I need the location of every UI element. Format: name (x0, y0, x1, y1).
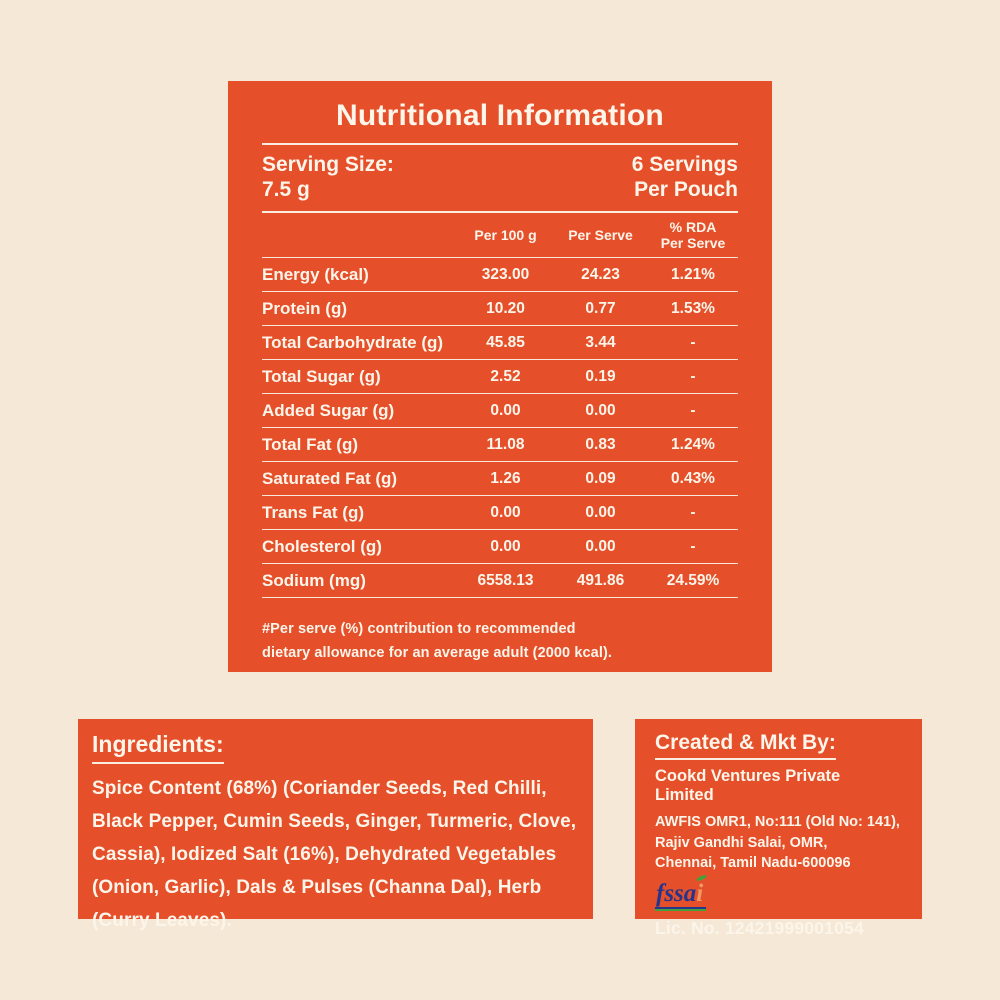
rda-footnote (262, 618, 738, 666)
marketer-title: Created & Mkt By: (655, 731, 836, 760)
servings-count: 6 Servings (631, 153, 738, 176)
company-address (655, 812, 902, 874)
nutrition-row-sodium: Sodium (mg) 6558.13 491.86 24.59% (262, 564, 738, 598)
nutrition-row-total-sugar: Total Sugar (g) 2.52 0.19 - (262, 360, 738, 394)
nutrition-row-total-fat: Total Fat (g) 11.08 0.83 1.24% (262, 428, 738, 462)
serving-size-label: Serving Size: (262, 153, 394, 176)
fssai-logo-i: i (696, 881, 703, 906)
nutrition-row-protein: Protein (g) 10.20 0.77 1.53% (262, 292, 738, 326)
column-header-rda-line2: Per Serve (660, 235, 726, 252)
nutrition-row-saturated-fat: Saturated Fat (g) 1.26 0.09 0.43% (262, 462, 738, 496)
fssai-logo (655, 881, 706, 909)
rda-footnote-line2: dietary allowance for an average adult (2000 kcal). (262, 645, 613, 662)
column-header-rda-line1: % RDA (669, 219, 717, 236)
ingredients-list: Spice Content (68%) (Coriander Seeds, Red Chilli, Black Pepper, Cumin Seeds, Ginger, Turmeric, Clove, Cassia), Iodized Salt (16%), Dehydrated Vegetables (Onion, Garlic), Dals & Pulses (Channa Dal), Herb (Curry Leaves). (92, 778, 577, 931)
serving-info-row (262, 145, 738, 211)
column-header-per-serve: Per Serve (568, 227, 633, 244)
nutrition-row-total-carbohydrate: Total Carbohydrate (g) 45.85 3.44 - (262, 326, 738, 360)
nutrition-row-trans-fat: Trans Fat (g) 0.00 0.00 - (262, 496, 738, 530)
company-address-line1: AWFIS OMR1, No:111 (Old No: 141), (655, 814, 900, 831)
ingredients-title: Ingredients: (92, 732, 224, 764)
column-header-rda (648, 219, 738, 251)
serving-size-block (262, 152, 394, 202)
ingredients-panel (78, 719, 593, 931)
nutrition-row-energy: Energy (kcal) 323.00 24.23 1.21% (262, 258, 738, 292)
nutrition-table-header (262, 213, 738, 258)
column-header-per-100g: Per 100 g (474, 227, 537, 244)
marketer-panel (635, 719, 922, 938)
company-name: Cookd Ventures Private Limited (655, 767, 841, 805)
nutrition-title: Nutritional Information (336, 99, 664, 132)
company-address-line2: Rajiv Gandhi Salai, OMR, (655, 834, 828, 851)
company-address-line3: Chennai, Tamil Nadu-600096 (655, 855, 851, 872)
fssai-license-number: Lic. No. 12421999001054 (655, 917, 864, 938)
rda-footnote-line1: #Per serve (%) contribution to recommended (262, 621, 576, 638)
servings-per-pouch-block (632, 152, 738, 202)
nutrition-row-added-sugar: Added Sugar (g) 0.00 0.00 - (262, 394, 738, 428)
nutrition-row-cholesterol: Cholesterol (g) 0.00 0.00 - (262, 530, 738, 564)
serving-size-value: 7.5 g (262, 178, 310, 202)
nutrition-panel (228, 81, 772, 672)
servings-unit: Per Pouch (634, 178, 738, 202)
fssai-logo-text: fssa (656, 879, 697, 907)
